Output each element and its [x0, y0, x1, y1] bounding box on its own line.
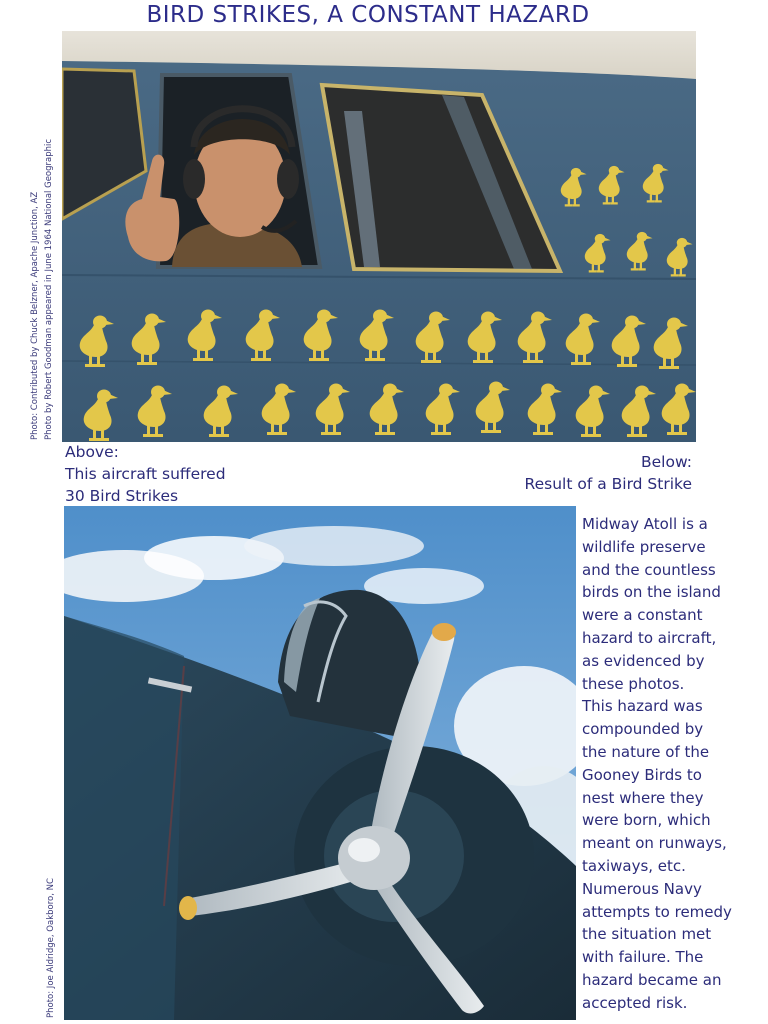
body-text [582, 513, 762, 1015]
body-text-line: with failure. The [582, 948, 704, 967]
caption-above-heading: Above: [65, 443, 119, 461]
body-text-line: were born, which [582, 811, 711, 830]
body-text-line: Midway Atoll is a [582, 515, 708, 533]
body-text-line: attempts to remedy [582, 902, 732, 921]
page-title: BIRD STRIKES, A CONSTANT HAZARD [146, 2, 590, 28]
body-text-line: taxiways, etc. [582, 856, 686, 875]
caption-below-heading: Below: [640, 453, 692, 471]
body-text-line: hazard became an [582, 970, 722, 989]
caption-above-line-3: 30 Bird Strikes [65, 487, 179, 505]
body-text-line: This hazard was [582, 697, 703, 716]
bottom-photo [64, 506, 576, 1020]
caption-below [525, 451, 692, 495]
body-text-line: compounded by [582, 720, 704, 739]
body-text-line: nest where they [582, 788, 704, 807]
top-photo [62, 31, 696, 442]
caption-above [65, 441, 226, 507]
body-text-line: were a constant [582, 606, 703, 625]
body-text-line: wildlife preserve [582, 537, 706, 556]
body-text-line: as evidenced by [582, 651, 705, 670]
body-text-line: birds on the island [582, 583, 721, 602]
top-photo-credit-1: Photo: Contributed by Chuck Belzner, Apache Junction, AZ [30, 191, 40, 440]
bottom-photo-credit: Photo: Joe Aldridge, Oakboro, NC [46, 878, 56, 1018]
top-photo-credit-2: Photo by Robert Goodman appeared in June 1964 National Geographic [44, 138, 54, 440]
caption-below-line-2: Result of a Bird Strike [524, 475, 692, 493]
body-text-line: the situation met [582, 925, 712, 944]
body-text-line: meant on runways, [582, 834, 727, 853]
body-text-line: Numerous Navy [582, 879, 702, 898]
body-text-line: Gooney Birds to [582, 765, 702, 784]
body-text-line: the nature of the [582, 742, 710, 761]
body-text-line: these photos. [582, 674, 685, 693]
body-text-line: accepted risk. [582, 993, 688, 1012]
body-text-line: hazard to aircraft, [582, 628, 717, 647]
caption-above-line-2: This aircraft suffered [65, 465, 226, 483]
body-text-line: and the countless [582, 560, 716, 579]
